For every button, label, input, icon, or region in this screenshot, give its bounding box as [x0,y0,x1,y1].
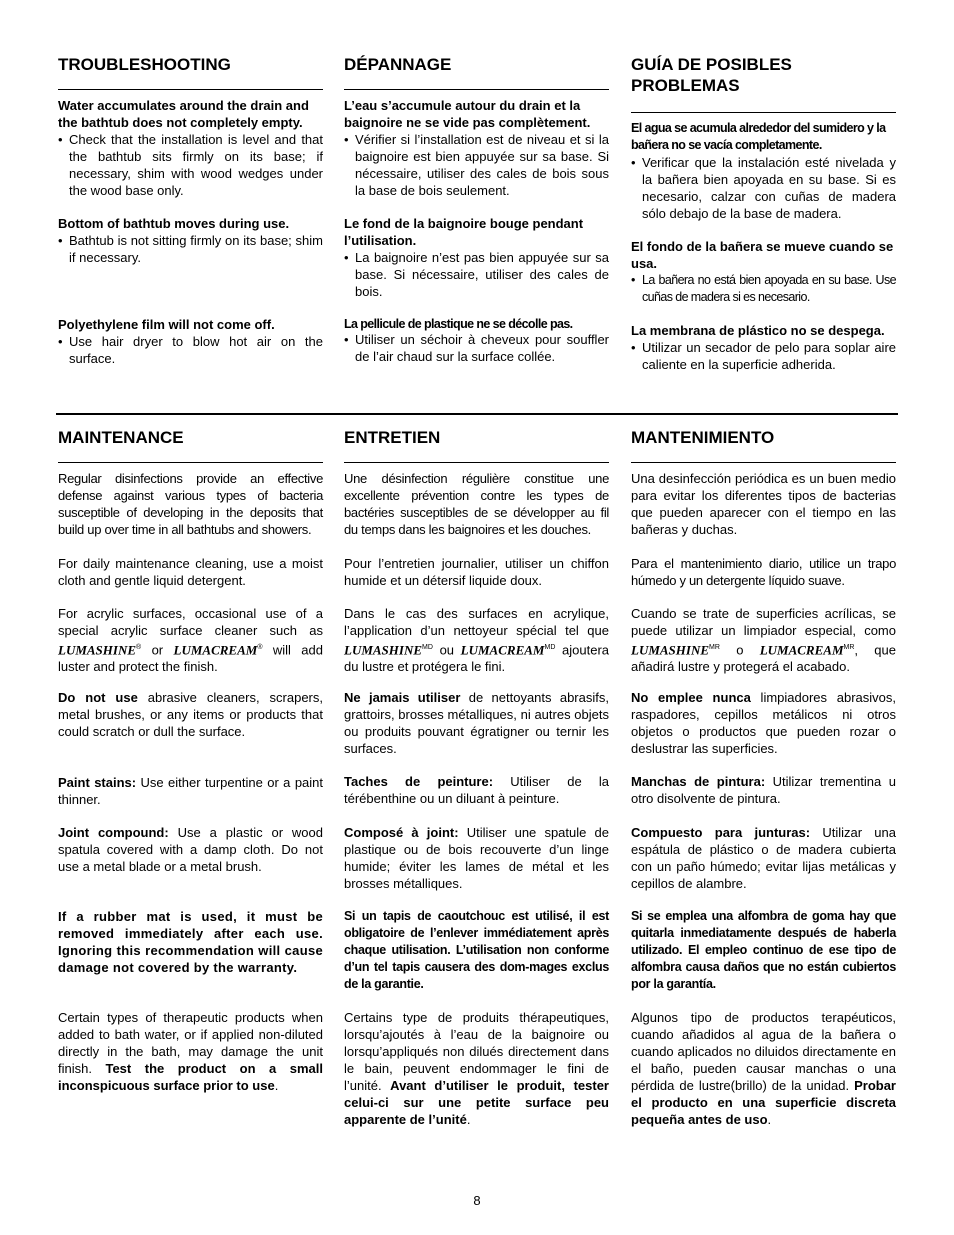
paragraph-disinfection: Regular disinfections provide an effective defense against various types of bacteria susceptible of developing in the deposits that build up over time in all bathtubs and showers. [58,471,323,537]
problem-heading: El agua se acumula alrededor del sumidero y la bañera no se vacía completamente. [631,121,886,152]
divider [631,462,896,463]
paragraph-joint-compound: Joint compound: Use a plastic or wood spatula covered with a damp cloth. Do not use a metal blade or a metal brush. [58,825,323,874]
paragraph-disinfection: Une désinfection régulière constitue une excellente prévention contre les types de bactéries susceptibles de se développer au fil du temps dans les baignoires et les douches. [344,471,609,537]
paragraph-do-not-use: No emplee nunca limpiadores abrasivos, raspadores, cepillos metálicos ni otros objetos o productos que pueden rozar o deslustrar las superficies. [631,690,896,756]
paragraph-rubber-mat: Si se emplea una alfombra de goma hay que quitarla inmediatamente después de haberla utilizado. El empleo continuo de ese tipo de alfombra causa daños que no están cubiertos por la garantía. [631,909,896,991]
paragraph-daily: Para el mantenimiento diario, utilice un trapo húmedo y un detergente líquido suave. [631,556,896,588]
page-number: 8 [473,1193,481,1208]
paragraph-rubber-mat: If a rubber mat is used, it must be removed immediately after each use. Ignoring this recommendation will cause damage not covered by the warranty. [58,909,323,975]
problem-heading: Polyethylene film will not come off. [58,317,275,332]
section-title: DÉPANNAGE [344,55,452,74]
solution-text: • Use hair dryer to blow hot air on the surface. [58,333,323,367]
paragraph-paint-stains: Taches de peinture: Utiliser de la térébenthine ou un diluant à peinture. [344,774,610,806]
paragraph-paint-stains: Manchas de pintura: Utilizar trementina u otro disolvente de pintura. [631,774,896,806]
solution-text: • Verificar que la instalación esté nivelada y la bañera bien apoyada en su base. Si es necesario, calzar con cuñas de madera sólo debajo de la base de madera. [631,154,896,222]
problem-heading: El fondo de la bañera se mueve cuando se usa. [631,239,894,271]
section-title: MANTENIMIENTO [631,428,775,447]
paragraph-therapeutic: Algunos tipo de productos terapéuticos, cuando añadidos al agua de la bañera o cuando aplicados no diluidos directamente en el baño, pueden causar manchas o una pérdida de lustre(brillo) de la unidad. Probar el producto en una superficie discreta pequeña antes de uso. [631,1010,896,1127]
solution-text: • La baignoire n’est pas bien appuyée sur sa base. Si nécessaire, utiliser des cales de bois. [344,249,609,300]
divider [58,462,323,463]
problem-heading: Bottom of bathtub moves during use. [58,216,290,231]
section-title: GUÍA DE POSIBLES PROBLEMAS [631,55,792,95]
solution-text: • Utiliser un séchoir à cheveux pour souffler de l’air chaud sur la surface collée. [344,331,609,365]
problem-heading: L’eau s’accumule autour du drain et la baignoire ne se vide pas complètement. [344,98,591,130]
paragraph-daily: Pour l’entretien journalier, utiliser un chiffon humide et un détersif liquide doux. [344,556,609,588]
paragraph-acrylic: For acrylic surfaces, occasional use of a special acrylic surface cleaner such as LUMASHINE® or LUMACREAM® will add luster and protect the finish. [58,606,323,675]
solution-text: • Bathtub is not sitting firmly on its base; shim if necessary. [58,232,323,266]
maintenance-en [58,0,323,1180]
section-title: TROUBLESHOOTING [58,55,231,74]
problem-heading: La pellicule de plastique ne se décolle pas. [344,317,573,331]
paragraph-rubber-mat: Si un tapis de caoutchouc est utilisé, il est obligatoire de l’enlever immédiatement après chaque utilisation. L’utilisation non conforme d’un tel tapis causera des dom-mages exclus de la garantie. [344,909,609,991]
maintenance-fr [344,0,609,1180]
problem-heading: La membrana de plástico no se despega. [631,323,885,338]
solution-text: • Check that the installation is level and that the bathtub sits firmly on its base; if necessary, shim with wood wedges under the wood base only. [58,131,323,199]
paragraph-disinfection: Una desinfección periódica es un buen medio para evitar los diferentes tipos de bacterias que pueden aparecer con el tiempo en las bañeras y duchas. [631,471,896,537]
problem-heading: Le fond de la baignoire bouge pendant l’utilisation. [344,216,584,248]
maintenance-es [631,0,896,1180]
paragraph-do-not-use: Ne jamais utiliser de nettoyants abrasifs, grattoirs, brosses métalliques, ni autres objets ou produits pouvant égratigner ou ternir les surfaces. [344,690,609,756]
section-title: MAINTENANCE [58,428,184,447]
paragraph-therapeutic: Certains type de produits thérapeutiques, lorsqu’ajoutés à l’eau de la baignoire ou lorsqu’appliqués non dilués directement dans le bain, peuvent endommager le fini de l’unité. Avant d’utiliser le produit, tester celui-ci sur une petite surface peu apparente de l’unité. [344,1010,609,1127]
paragraph-do-not-use: Do not use abrasive cleaners, scrapers, metal brushes, or any items or products that could scratch or dull the surface. [58,690,323,739]
solution-text: • La bañera no está bien apoyada en su base. Use cuñas de madera si es necesario. [631,272,896,306]
paragraph-therapeutic: Certain types of therapeutic products when added to bath water, or if applied non-diluted directly in the bath, may damage the unit finish. Test the product on a small inconspicuous surface prior to use. [58,1010,323,1093]
solution-text: • Utilizar un secador de pelo para soplar aire caliente en la superficie adherida. [631,339,896,373]
paragraph-daily: For daily maintenance cleaning, use a moist cloth and gentle liquid detergent. [58,556,323,588]
paragraph-paint-stains: Paint stains: Use either turpentine or a paint thinner. [58,775,324,807]
problem-heading: Water accumulates around the drain and the bathtub does not completely empty. [58,98,309,130]
solution-text: • Vérifier si l’installation est de niveau et si la baignoire est bien appuyée sur sa base. Si nécessaire, utiliser des cales de bois sous la base de bois seulement. [344,131,609,199]
paragraph-joint-compound: Compuesto para junturas: Utilizar una espátula de plástico o de madera cubierta con un paño húmedo; evitar lijas metálicas y cepillos de alambre. [631,825,896,891]
paragraph-acrylic: Cuando se trate de superficies acrílicas, se puede utilizar un limpiador especial, como $LUMASHINE^{MR}$ o $LUMACREAM^{MR}$, que añadirá lustre y protegerá el acabado. [631,606,896,675]
section-title: ENTRETIEN [344,428,441,447]
paragraph-acrylic: Dans le cas des surfaces en acrylique, l’application d’un nettoyeur spécial tel que $LUMASHINE^{MD}$ ou $LUMACREAM^{MD}$ ajoutera du lustre et protégera le fini. [344,606,609,675]
divider [344,462,609,463]
paragraph-joint-compound: Composé à joint: Utiliser une spatule de plastique ou de bois recouverte d’un linge humide; éviter les lames de métal et les brosses métalliques. [344,825,609,891]
